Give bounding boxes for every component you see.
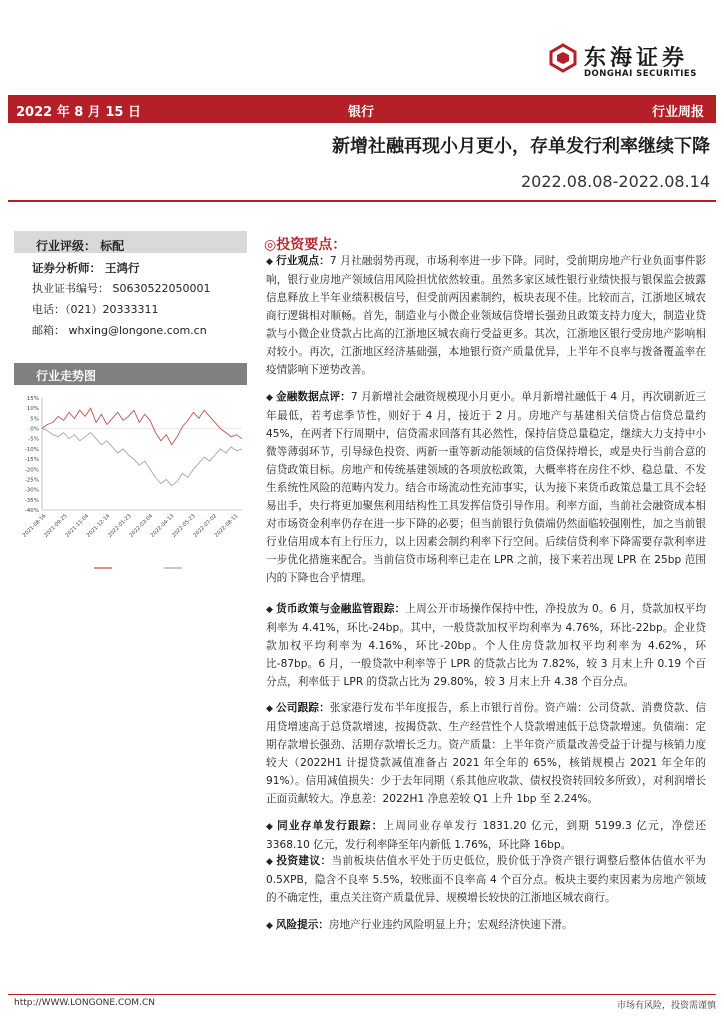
y-tick-label: -30%	[24, 487, 39, 494]
x-tick-label: 2021-09-25	[43, 513, 69, 539]
series-line-2	[42, 429, 242, 486]
x-tick-label: 2021-12-14	[85, 513, 112, 539]
phone: 电话：（021）20333311	[32, 303, 159, 316]
trend-title: 行业走势图	[36, 369, 97, 383]
y-tick-label: 10%	[26, 406, 39, 413]
label-company: 公司跟踪：	[276, 702, 330, 714]
logo-name-en: DONGHAI SECURITIES	[584, 69, 697, 79]
analyst-name: 证券分析师： 王鸿行	[32, 261, 140, 275]
x-tick-label: 2022-07-02	[192, 513, 219, 539]
header-divider	[8, 200, 716, 202]
label-investment-advice: 投资建议：	[276, 855, 332, 867]
text-cd-issuance: 上周同业存单发行 1831.20 亿元，到期 5199.3 亿元，净偿还 3368.10 亿元，发行利率降至年内新低 1.76%，环比降 16bp。	[266, 820, 707, 852]
footer-url[interactable]: http://WWW.LONGONE.COM.CN	[14, 998, 155, 1008]
y-tick-label: -35%	[24, 497, 39, 504]
y-tick-label: 0%	[30, 426, 39, 433]
x-tick-label: 2022-08-11	[213, 513, 240, 539]
report-date: 2022 年 8 月 15 日	[16, 105, 141, 120]
text-company: 张家港行发布半年度报告，系上市银行首份。资产端：公司贷款、消费贷款、信用贷增速高于总贷款增速，按揭贷款、生产经营性个人贷款增速低于总贷款增速。负债端：定期存款增长强劲、活期存款增长乏力。资产质量：上半年资产质量改善受益于计提与核销力度较大（2022H1 计提贷款减值准备占 2021 年全年的 65%，核销规模占 2021 年全年的 91%）。信用减值损失：少于去年同期（系其他应收款、债权投资转回较多所致），对利润增长正面贡献较大。净息差：2022H1 净息差较 Q1 上升 1bp 至 2.24%。	[266, 702, 707, 806]
y-tick-label: -40%	[24, 508, 39, 514]
footer-disclaimer: 市场有风险，投资需谨慎	[616, 1001, 716, 1011]
text-investment-advice: 当前板块估值水平处于历史低位，股价低于净资产银行调整后整体估值水平为 0.5XPB，隐含不良率 5.5%，较账面不良率高 4 个百分点。板块主要约束因素为房地产领域的不确定性，重点关注资产质量优异、规模增长较快的江浙地区城农商行。	[266, 855, 707, 905]
logo-mark-icon	[548, 43, 578, 73]
y-tick-label: 5%	[30, 416, 39, 423]
industry-trend-chart	[14, 392, 247, 580]
paragraph-industry-view	[266, 252, 706, 379]
bullet-icon: ◆	[266, 257, 274, 267]
label-industry-view: 行业观点：	[276, 255, 330, 267]
company-logo	[548, 41, 708, 85]
paragraph-cd-issuance	[266, 817, 706, 854]
bullet-icon: ◆	[266, 921, 273, 931]
bullet-icon: ◆	[266, 605, 274, 615]
x-tick-label: 2022-05-23	[171, 513, 197, 539]
report-sector: 银行	[348, 105, 375, 120]
logo-name-cn: 东海证券	[584, 46, 689, 71]
label-risk: 风险提示：	[275, 919, 329, 931]
bullet-icon: ◆	[266, 822, 275, 832]
y-tick-label: -5%	[28, 436, 39, 443]
paragraph-risk	[266, 916, 706, 935]
paragraph-company	[266, 699, 706, 808]
y-tick-label: -10%	[24, 446, 39, 453]
industry-rating: 行业评级： 标配	[36, 239, 125, 253]
cert-number: 执业证书编号： S0630522050001	[32, 282, 211, 295]
y-tick-label: -15%	[24, 457, 39, 464]
x-tick-label: 2022-01-23	[107, 513, 133, 539]
bullet-icon: ◆	[266, 857, 274, 867]
paragraph-monetary-policy	[266, 600, 706, 691]
label-cd-issuance: 同业存单发行跟踪：	[277, 820, 384, 832]
text-risk: 房地产行业违约风险明显上升；宏观经济快速下滑。	[328, 919, 573, 931]
y-tick-label: 15%	[26, 396, 39, 402]
date-range: 2022.08.08-2022.08.14	[521, 172, 710, 191]
bullet-icon: ◆	[266, 393, 274, 403]
x-tick-label: 2021-11-04	[64, 513, 91, 539]
label-financial-data: 金融数据点评：	[276, 391, 351, 403]
x-tick-label: 2022-04-13	[149, 513, 176, 539]
paragraph-investment-advice	[266, 852, 706, 907]
y-tick-label: -20%	[24, 467, 39, 474]
footer-divider	[8, 994, 716, 995]
y-tick-label: -25%	[24, 477, 39, 484]
email: 邮箱： whxing@longone.com.cn	[32, 324, 207, 337]
text-industry-view: 7 月社融弱势再现，市场利率进一步下降。同时，受前期房地产行业负面事件影响，银行业房地产领域信用风险担忧依然较重。虽然多家区域性银行业绩快报与银保监会披露信息释放上半年业绩积极信号，但受前两因素制约，板块表现不佳。比较而言，江浙地区城农商行逻辑相对顺畅。首先，制造业与小微企业领域信贷增长强劲且政策支持力度大，制造业贷款与小微企业贷款占比高的江浙地区城农商行受益更多。其次，江浙地区银行受房地产影响相对较小。再次，江浙地区经济基础强，本地银行资产质量优异，上半年不良率与拨备覆盖率在疫情影响下逆势改善。	[266, 255, 707, 377]
header-bar	[8, 95, 716, 123]
bullet-icon: ◆	[266, 704, 274, 714]
trend-header	[14, 363, 247, 385]
report-type: 行业周报	[652, 105, 705, 120]
x-tick-label: 2022-03-04	[128, 513, 155, 539]
series-line-1	[42, 408, 242, 445]
paragraph-financial-data	[266, 388, 706, 588]
section-title: ◎投资要点：	[264, 237, 347, 253]
x-tick-label: 2021-08-16	[21, 513, 48, 539]
text-monetary-policy: 上周公开市场操作保持中性，净投放为 0。6 月，贷款加权平均利率为 4.41%，环比-24bp。其中，一般贷款加权平均利率为 4.76%，环比-22bp。企业贷款加权平均利率为 4.16%，环比-20bp。个人住房贷款加权平均利率为 4.62%，环比-87bp。6 月，一般贷款中利率等于 LPR 的贷款占比为 7.82%，较 3 月末上升 0.19 个百分点，利率低于 LPR 的贷款占比为 29.80%，较 3 月末上升 4.38 个百分点。	[266, 603, 707, 689]
label-monetary-policy: 货币政策与金融监管跟踪：	[276, 603, 406, 615]
report-title: 新增社融再现小月更小，存单发行利率继续下降	[332, 136, 710, 157]
text-financial-data: 7 月新增社会融资规模现小月更小。单月新增社融低于 4 月，再次刷新近三年最低，若考虑季节性，则好于 4 月，接近于 2 月。房地产与基建相关信贷占信贷总量约 45%，在两者下行周期中，信贷需求回落有其必然性，保持信贷总量稳定，继续大力支持中小微等薄弱环节，引导绿色投资、两新一重等新动能领域的信贷保持增长，或是央行当前合意的信贷政策目标。房地产和传统基建领域的各项放松政策，大概率将在房住不炒、稳总量、不发生系统性风险的范畴内发力。结合市场流动性充沛事实，认为接下来货币政策总量工具不会轻易出手，央行将更加聚焦利用结构性工具发挥信贷引导作用。利率方面，当前社会融资成本相对市场资金利率仍存在进一步下降的必要；但当前银行负债端仍然面临较强刚性，加之当前银行业信用成本有上行压力，以上因素会制约利率下行空间。后续信贷利率下降需要存款利率进一步优化措施来配合。当前信贷市场利率已走在 LPR 之前，接下来若出现 LPR 在 25bp 范围内的下降也合乎情理。	[266, 391, 707, 585]
